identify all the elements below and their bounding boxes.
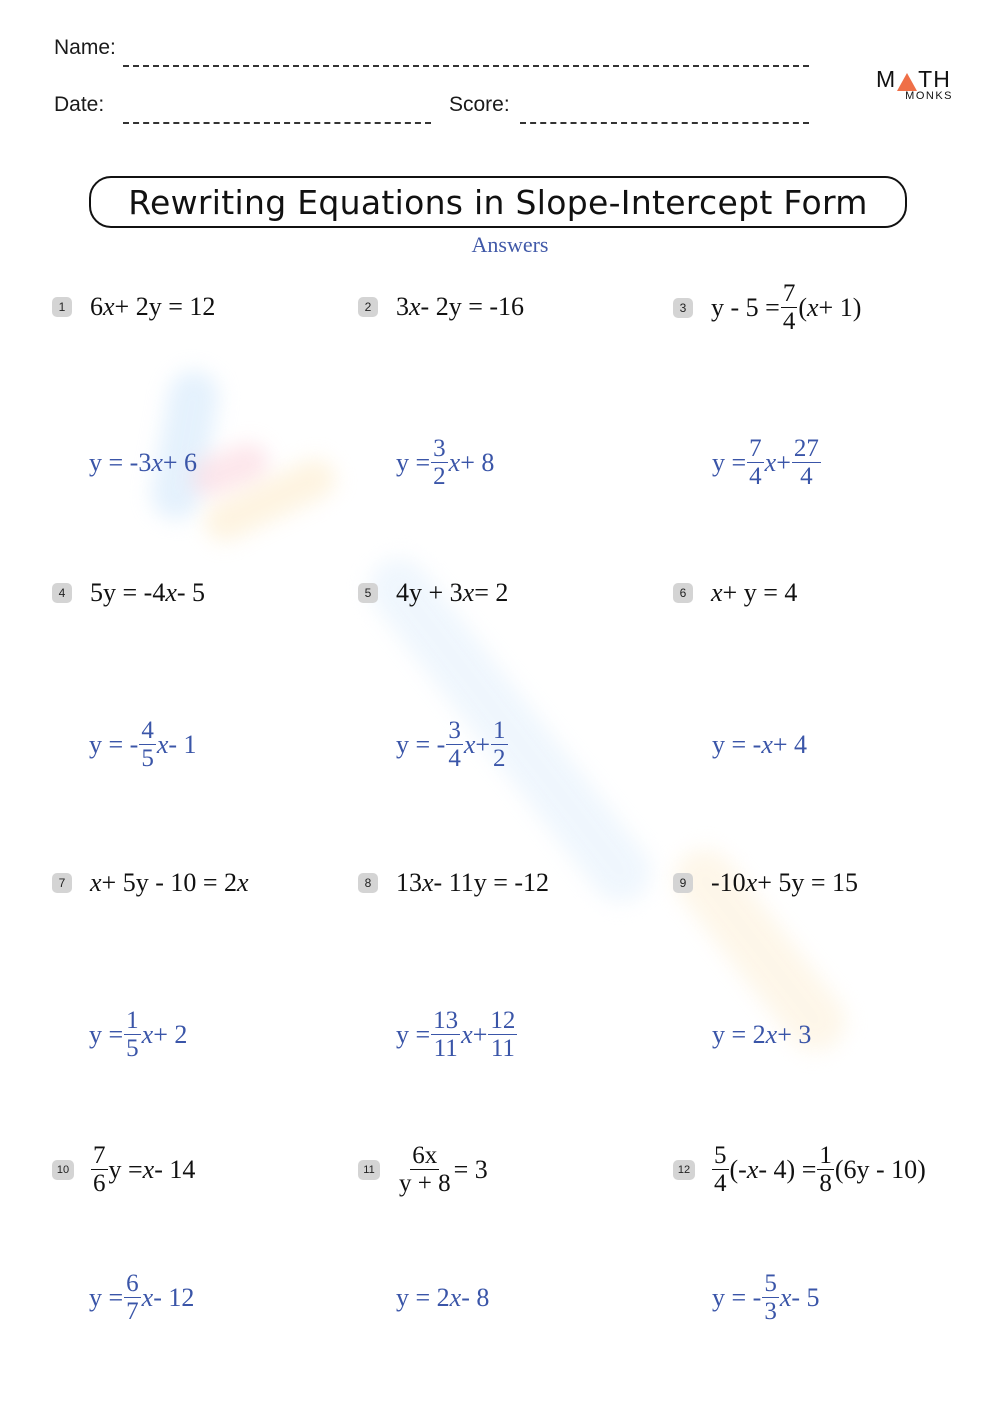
math-text: = 3 xyxy=(453,1154,488,1184)
denominator: 4 xyxy=(749,463,762,490)
math-text: - 1 xyxy=(168,729,197,759)
math-text: y = xyxy=(89,1282,124,1312)
fraction xyxy=(124,1271,141,1324)
math-text: - 4) = xyxy=(758,1154,817,1184)
math-text: + 3 xyxy=(777,1020,812,1049)
math-text: y - 5 = xyxy=(711,292,780,322)
problem-number-badge: 11 xyxy=(358,1160,380,1180)
math-text: y = - xyxy=(89,729,139,759)
math-text: y = - xyxy=(712,730,762,759)
fraction xyxy=(747,436,764,489)
math-text: (- xyxy=(729,1154,747,1184)
problem-equation xyxy=(396,578,508,608)
denominator: 4 xyxy=(448,745,461,772)
problem-equation xyxy=(396,1143,488,1196)
problem-10 xyxy=(52,1143,195,1196)
fraction xyxy=(139,718,156,771)
variable-x: x xyxy=(745,868,758,897)
fraction xyxy=(792,436,821,489)
numerator: 1 xyxy=(493,717,506,744)
problem-equation xyxy=(711,868,858,898)
variable-x: x xyxy=(764,447,777,477)
variable-x: x xyxy=(711,578,723,607)
problem-12 xyxy=(673,1143,926,1196)
denominator: 2 xyxy=(493,745,506,772)
variable-x: x xyxy=(807,292,819,322)
answer-6 xyxy=(712,730,807,760)
problem-number-badge: 1 xyxy=(52,297,72,317)
math-text: + 1) xyxy=(818,292,862,322)
problem-number-badge: 12 xyxy=(673,1160,695,1180)
math-text: y = xyxy=(712,447,747,477)
variable-x: x xyxy=(141,1282,154,1312)
problem-equation xyxy=(396,868,549,898)
problem-equation xyxy=(90,1143,195,1196)
variable-x: x xyxy=(449,1283,462,1312)
math-text: + y = 4 xyxy=(722,578,798,607)
watermark-blue-stroke xyxy=(147,367,222,523)
problem-11 xyxy=(358,1143,488,1196)
math-text: - 12 xyxy=(153,1282,195,1312)
numerator: 7 xyxy=(93,1142,106,1169)
math-text: + 4 xyxy=(772,730,808,759)
answer-9 xyxy=(712,1020,811,1050)
numerator: 3 xyxy=(433,435,446,462)
fraction xyxy=(781,281,798,334)
problem-number-badge: 2 xyxy=(358,297,378,317)
numerator: 3 xyxy=(448,717,461,744)
math-text: ( xyxy=(798,292,807,322)
problem-number-badge: 6 xyxy=(673,583,693,603)
denominator: 7 xyxy=(126,1298,139,1325)
math-text: = 2 xyxy=(474,578,509,607)
problem-equation xyxy=(90,868,249,898)
logo-triangle-icon xyxy=(897,73,917,91)
math-text: - 5 xyxy=(176,578,206,607)
problem-8 xyxy=(358,868,549,898)
variable-x: x xyxy=(90,868,102,897)
math-text: y = 2 xyxy=(712,1020,766,1049)
problem-equation xyxy=(90,292,215,322)
name-field[interactable] xyxy=(123,65,809,67)
math-text: 13 xyxy=(396,868,422,897)
variable-x: x xyxy=(141,1019,154,1049)
answer-5 xyxy=(396,718,509,771)
numerator: 6x xyxy=(412,1142,438,1169)
math-text: - 14 xyxy=(154,1154,196,1184)
problem-1 xyxy=(52,292,215,322)
math-text: 6 xyxy=(90,292,103,321)
problem-number-badge: 4 xyxy=(52,583,72,603)
variable-x: x xyxy=(165,578,177,607)
denominator: 5 xyxy=(126,1035,139,1062)
math-text: + 8 xyxy=(460,447,495,477)
math-text: + xyxy=(776,447,791,477)
variable-x: x xyxy=(156,729,169,759)
variable-x: x xyxy=(761,730,773,759)
fraction xyxy=(397,1143,453,1196)
problem-equation xyxy=(396,292,524,322)
problem-7 xyxy=(52,868,249,898)
denominator: 4 xyxy=(800,463,813,490)
variable-x: x xyxy=(461,1019,473,1049)
math-text: (6y - 10) xyxy=(834,1154,926,1184)
numerator: 4 xyxy=(141,717,154,744)
math-text: y = 2 xyxy=(396,1283,450,1312)
fraction xyxy=(431,1008,460,1061)
problem-number-badge: 8 xyxy=(358,873,378,893)
page-title: Rewriting Equations in Slope-Intercept Form xyxy=(128,182,868,222)
problem-5 xyxy=(358,578,508,608)
date-field[interactable] xyxy=(123,122,431,124)
math-text: 3 xyxy=(396,292,409,321)
fraction xyxy=(488,1008,517,1061)
problem-equation xyxy=(711,281,861,334)
math-text: -10 xyxy=(711,868,746,897)
variable-x: x xyxy=(779,1282,792,1312)
date-label: Date: xyxy=(54,93,105,116)
math-text: + 6 xyxy=(162,448,198,477)
problem-6 xyxy=(673,578,797,608)
problem-2 xyxy=(358,292,524,322)
math-text: 5y = -4 xyxy=(90,578,166,607)
numerator: 27 xyxy=(793,435,819,462)
answer-10 xyxy=(89,1271,194,1324)
fraction xyxy=(431,436,448,489)
answer-1 xyxy=(89,448,197,478)
numerator: 6 xyxy=(126,1270,139,1297)
variable-x: x xyxy=(237,868,249,897)
problem-equation xyxy=(711,1143,926,1196)
variable-x: x xyxy=(142,1154,155,1184)
math-text: + 2y = 12 xyxy=(114,292,216,321)
answer-8 xyxy=(396,1008,518,1061)
math-text: + xyxy=(472,1019,488,1049)
variable-x: x xyxy=(765,1020,778,1049)
fraction xyxy=(446,718,463,771)
variable-x: x xyxy=(463,729,476,759)
numerator: 12 xyxy=(490,1007,516,1034)
answers-subtitle: Answers xyxy=(471,232,549,257)
score-label: Score: xyxy=(449,93,510,116)
numerator: 5 xyxy=(714,1142,727,1169)
fraction xyxy=(762,1271,779,1324)
fraction xyxy=(91,1143,108,1196)
variable-x: x xyxy=(103,292,115,321)
numerator: 5 xyxy=(764,1270,777,1297)
fraction xyxy=(491,718,508,771)
denominator: 6 xyxy=(93,1170,106,1197)
variable-x: x xyxy=(409,292,421,321)
math-text: y = xyxy=(396,447,431,477)
fraction xyxy=(817,1143,834,1196)
answer-11 xyxy=(396,1283,489,1313)
numerator: 1 xyxy=(819,1142,832,1169)
logo-subtext: MONKS xyxy=(905,90,953,102)
answer-7 xyxy=(89,1008,187,1061)
variable-x: x xyxy=(448,447,461,477)
numerator: 13 xyxy=(433,1007,459,1034)
answer-12 xyxy=(712,1271,820,1324)
math-text: y = xyxy=(108,1154,143,1184)
denominator: 11 xyxy=(433,1035,458,1062)
math-text: + 2 xyxy=(153,1019,188,1049)
problem-4 xyxy=(52,578,205,608)
problem-number-badge: 5 xyxy=(358,583,378,603)
logo-letter-m: M xyxy=(876,66,897,92)
problem-number-badge: 9 xyxy=(673,873,693,893)
fraction xyxy=(124,1008,141,1061)
math-text: y = xyxy=(396,1019,431,1049)
denominator: 5 xyxy=(141,745,154,772)
math-text: 4y + 3 xyxy=(396,578,463,607)
problem-9 xyxy=(673,868,858,898)
denominator: 8 xyxy=(819,1170,832,1197)
math-text: y = - xyxy=(396,729,446,759)
numerator: 7 xyxy=(782,280,796,307)
denominator: 4 xyxy=(782,308,796,335)
problem-number-badge: 3 xyxy=(673,298,693,318)
math-text: y = xyxy=(89,1019,124,1049)
math-text: - 11y = -12 xyxy=(433,868,550,897)
problem-number-badge: 10 xyxy=(52,1160,74,1180)
variable-x: x xyxy=(151,448,163,477)
answer-2 xyxy=(396,436,494,489)
score-field[interactable] xyxy=(520,122,809,124)
math-text: + 5y - 10 = 2 xyxy=(101,868,238,897)
answer-3 xyxy=(712,436,822,489)
variable-x: x xyxy=(746,1154,759,1184)
problem-equation xyxy=(90,578,205,608)
variable-x: x xyxy=(422,868,434,897)
math-text: - 5 xyxy=(791,1282,820,1312)
denominator: 3 xyxy=(764,1298,777,1325)
numerator: 7 xyxy=(749,435,762,462)
problem-equation xyxy=(711,578,797,608)
numerator: 1 xyxy=(126,1007,139,1034)
problem-number-badge: 7 xyxy=(52,873,72,893)
math-text: - 2y = -16 xyxy=(420,292,525,321)
fraction xyxy=(712,1143,729,1196)
math-text: + xyxy=(475,729,491,759)
denominator: 4 xyxy=(714,1170,727,1197)
math-text: y = - xyxy=(712,1282,762,1312)
math-monks-logo xyxy=(876,66,956,102)
math-text: - 8 xyxy=(461,1283,490,1312)
logo-letters-th: TH xyxy=(918,66,951,92)
answer-4 xyxy=(89,718,197,771)
variable-x: x xyxy=(462,578,475,607)
math-text: y = -3 xyxy=(89,448,152,477)
denominator: 11 xyxy=(490,1035,515,1062)
denominator: 2 xyxy=(433,463,446,490)
name-label: Name: xyxy=(54,36,116,59)
problem-3 xyxy=(673,281,861,334)
math-text: + 5y = 15 xyxy=(757,868,859,897)
denominator: y + 8 xyxy=(399,1170,451,1197)
title-box xyxy=(89,176,907,228)
